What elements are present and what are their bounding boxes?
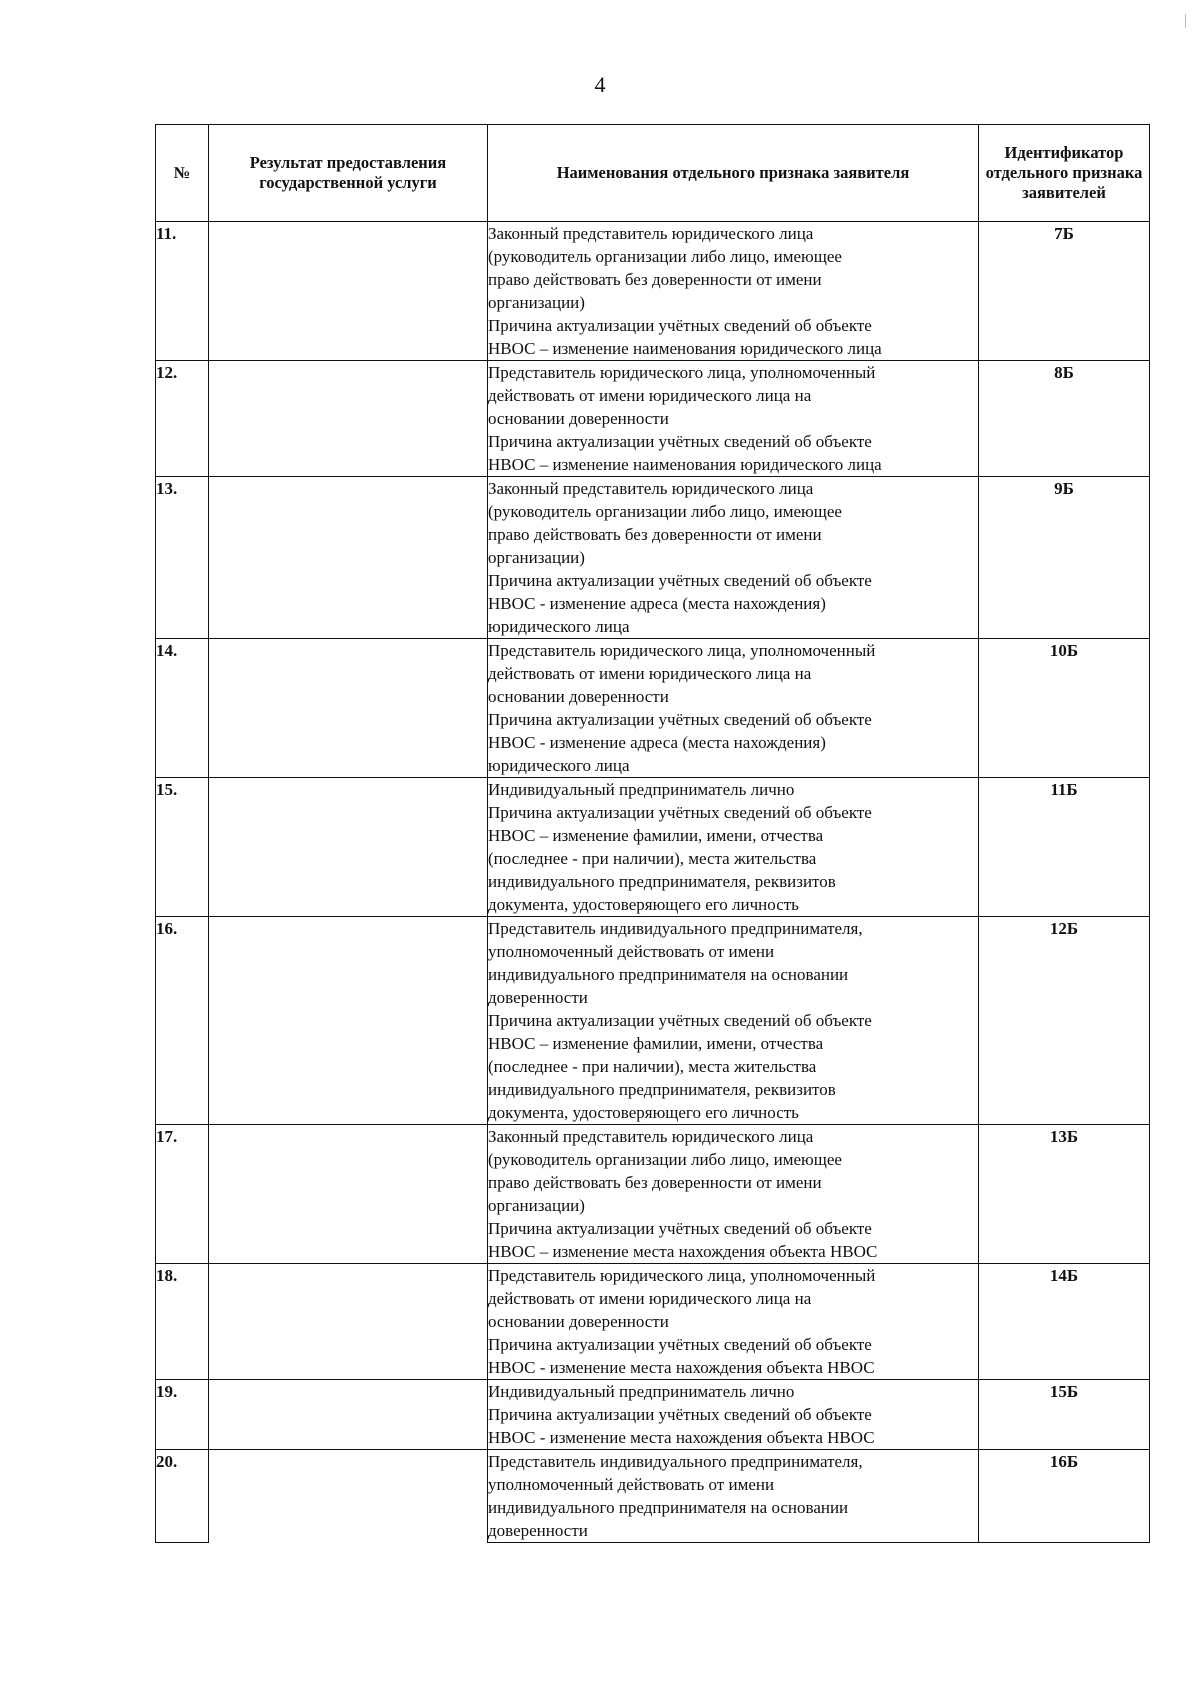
feature-name-line: основании доверенности xyxy=(488,1312,669,1331)
feature-name-line: индивидуального предпринимателя на основании xyxy=(488,965,849,984)
table-row xyxy=(156,1125,1150,1264)
row-service-result xyxy=(209,1380,488,1450)
row-feature-name xyxy=(488,222,979,361)
row-service-result xyxy=(209,361,488,477)
feature-name-line: (руководитель организации либо лицо, имеющее xyxy=(488,247,842,266)
row-service-result xyxy=(209,1450,488,1543)
table-header xyxy=(156,125,1150,222)
row-feature-id: 9Б xyxy=(979,477,1150,639)
row-number: 16. xyxy=(156,917,209,1125)
feature-name-line: Причина актуализации учётных сведений об объекте xyxy=(488,1219,872,1238)
feature-name-line: Законный представитель юридического лица xyxy=(488,1127,814,1146)
header-service-result: Результат предоставления государственной услуги xyxy=(209,125,488,222)
table-row xyxy=(156,917,1150,1125)
feature-name-line: уполномоченный действовать от имени xyxy=(488,1475,775,1494)
feature-name-line: действовать от имени юридического лица на xyxy=(488,664,812,683)
row-number: 18. xyxy=(156,1264,209,1380)
table-row xyxy=(156,778,1150,917)
row-number: 20. xyxy=(156,1450,209,1543)
feature-name-line: уполномоченный действовать от имени xyxy=(488,942,775,961)
row-feature-id: 16Б xyxy=(979,1450,1150,1543)
row-service-result xyxy=(209,1125,488,1264)
feature-name-line: документа, удостоверяющего его личность xyxy=(488,1103,799,1122)
feature-name-line: действовать от имени юридического лица на xyxy=(488,1289,812,1308)
row-service-result xyxy=(209,917,488,1125)
table-row xyxy=(156,361,1150,477)
row-feature-id: 14Б xyxy=(979,1264,1150,1380)
feature-name-line: (руководитель организации либо лицо, имеющее xyxy=(488,1150,842,1169)
feature-name-line: Причина актуализации учётных сведений об объекте xyxy=(488,710,872,729)
feature-name-line: право действовать без доверенности от имени xyxy=(488,1173,822,1192)
feature-name-line: НВОС - изменение адреса (места нахождения) xyxy=(488,594,826,613)
feature-name-line: НВОС - изменение адреса (места нахождения) xyxy=(488,733,826,752)
feature-name-line: индивидуального предпринимателя, реквизитов xyxy=(488,872,836,891)
row-service-result xyxy=(209,639,488,778)
feature-name-line: индивидуального предпринимателя на основании xyxy=(488,1498,849,1517)
table-row xyxy=(156,477,1150,639)
row-feature-id: 10Б xyxy=(979,639,1150,778)
feature-name-line: НВОС – изменение наименования юридического лица xyxy=(488,339,882,358)
row-number: 15. xyxy=(156,778,209,917)
row-feature-name xyxy=(488,639,979,778)
feature-name-line: документа, удостоверяющего его личность xyxy=(488,895,799,914)
table-header-row xyxy=(156,125,1150,222)
row-number: 12. xyxy=(156,361,209,477)
feature-name-line: НВОС – изменение наименования юридического лица xyxy=(488,455,882,474)
row-number: 17. xyxy=(156,1125,209,1264)
feature-name-line: организации) xyxy=(488,1196,585,1215)
feature-name-line: Законный представитель юридического лица xyxy=(488,479,814,498)
feature-name-line: основании доверенности xyxy=(488,409,669,428)
row-feature-name xyxy=(488,1264,979,1380)
feature-name-line: Индивидуальный предприниматель лично xyxy=(488,1382,795,1401)
table-row xyxy=(156,1264,1150,1380)
feature-name-line: организации) xyxy=(488,548,585,567)
table-row xyxy=(156,639,1150,778)
row-number: 19. xyxy=(156,1380,209,1450)
feature-name-line: (последнее - при наличии), места жительства xyxy=(488,1057,817,1076)
row-service-result xyxy=(209,222,488,361)
row-feature-name xyxy=(488,778,979,917)
row-service-result xyxy=(209,1264,488,1380)
table-row xyxy=(156,1380,1150,1450)
row-feature-name xyxy=(488,361,979,477)
header-number: № xyxy=(156,125,209,222)
row-number: 13. xyxy=(156,477,209,639)
scan-edge-mark xyxy=(1185,14,1186,28)
feature-name-line: Причина актуализации учётных сведений об объекте xyxy=(488,432,872,451)
header-feature-name: Наименования отдельного признака заявителя xyxy=(488,125,979,222)
feature-name-line: Представитель юридического лица, уполномоченный xyxy=(488,1266,876,1285)
row-feature-id: 11Б xyxy=(979,778,1150,917)
feature-name-line: НВОС – изменение фамилии, имени, отчества xyxy=(488,826,824,845)
row-feature-name xyxy=(488,1380,979,1450)
row-service-result xyxy=(209,778,488,917)
feature-name-line: Причина актуализации учётных сведений об объекте xyxy=(488,803,872,822)
row-feature-id: 8Б xyxy=(979,361,1150,477)
row-feature-name xyxy=(488,917,979,1125)
row-service-result xyxy=(209,477,488,639)
row-feature-name xyxy=(488,1125,979,1264)
feature-name-line: Причина актуализации учётных сведений об объекте xyxy=(488,1011,872,1030)
feature-name-line: НВОС – изменение фамилии, имени, отчества xyxy=(488,1034,824,1053)
feature-name-line: доверенности xyxy=(488,988,588,1007)
row-feature-id: 7Б xyxy=(979,222,1150,361)
row-feature-name xyxy=(488,1450,979,1543)
feature-name-line: Индивидуальный предприниматель лично xyxy=(488,780,795,799)
feature-name-line: право действовать без доверенности от имени xyxy=(488,525,822,544)
header-feature-id: Идентификатор отдельного признака заявителей xyxy=(979,125,1150,222)
feature-name-line: (последнее - при наличии), места жительства xyxy=(488,849,817,868)
row-feature-id: 13Б xyxy=(979,1125,1150,1264)
row-number: 14. xyxy=(156,639,209,778)
feature-name-line: Представитель юридического лица, уполномоченный xyxy=(488,641,876,660)
table-row xyxy=(156,1450,1150,1543)
feature-name-line: Представитель индивидуального предпринимателя, xyxy=(488,919,863,938)
feature-name-line: НВОС - изменение места нахождения объекта НВОС xyxy=(488,1428,875,1447)
row-feature-name xyxy=(488,477,979,639)
feature-name-line: организации) xyxy=(488,293,585,312)
feature-name-line: НВОС - изменение места нахождения объекта НВОС xyxy=(488,1358,875,1377)
row-feature-id: 12Б xyxy=(979,917,1150,1125)
feature-name-line: Представитель индивидуального предпринимателя, xyxy=(488,1452,863,1471)
feature-name-line: Причина актуализации учётных сведений об объекте xyxy=(488,571,872,590)
feature-name-line: действовать от имени юридического лица на xyxy=(488,386,812,405)
feature-name-line: НВОС – изменение места нахождения объекта НВОС xyxy=(488,1242,878,1261)
row-feature-id: 15Б xyxy=(979,1380,1150,1450)
table-body xyxy=(156,222,1150,1543)
feature-name-line: право действовать без доверенности от имени xyxy=(488,270,822,289)
page-number: 4 xyxy=(594,72,606,97)
feature-name-line: Причина актуализации учётных сведений об объекте xyxy=(488,316,872,335)
feature-name-line: юридического лица xyxy=(488,617,630,636)
applicant-features-table xyxy=(155,124,1150,1543)
feature-name-line: Причина актуализации учётных сведений об объекте xyxy=(488,1335,872,1354)
feature-name-line: юридического лица xyxy=(488,756,630,775)
feature-name-line: индивидуального предпринимателя, реквизитов xyxy=(488,1080,836,1099)
feature-name-line: основании доверенности xyxy=(488,687,669,706)
feature-name-line: Законный представитель юридического лица xyxy=(488,224,814,243)
feature-name-line: Причина актуализации учётных сведений об объекте xyxy=(488,1405,872,1424)
row-number: 11. xyxy=(156,222,209,361)
feature-name-line: Представитель юридического лица, уполномоченный xyxy=(488,363,876,382)
feature-name-line: доверенности xyxy=(488,1521,588,1540)
table-row xyxy=(156,222,1150,361)
feature-name-line: (руководитель организации либо лицо, имеющее xyxy=(488,502,842,521)
